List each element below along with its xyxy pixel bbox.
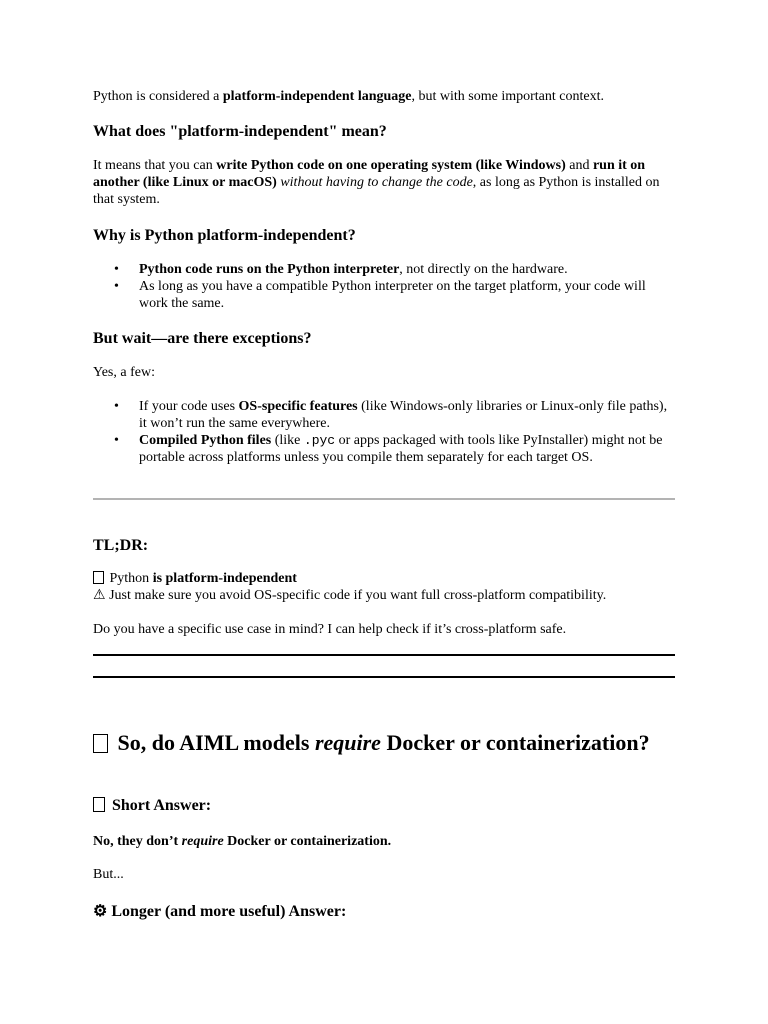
heading-aiml [93, 730, 675, 756]
divider [93, 654, 675, 656]
exc-item1-post: (like Windows-only libraries or Linux-only file paths), it won’t run the same everywhere. [139, 399, 668, 431]
short-answer-italic: require [181, 834, 224, 849]
short-answer-text: No, they don’t [93, 834, 182, 849]
missing-glyph-icon [93, 734, 108, 753]
tldr-line1-bold: is platform-independent [152, 571, 297, 586]
why-item1-bold: Python code runs on the Python interpreter [139, 262, 400, 277]
list-item [93, 261, 675, 278]
longer-answer-heading-text: Longer (and more useful) Answer: [107, 903, 347, 920]
aiml-heading-text-end: Docker or containerization? [380, 730, 650, 755]
intro-bold: platform-independent language [222, 89, 412, 104]
exc-item1-bold: OS-specific features [238, 399, 358, 414]
list-item [93, 398, 675, 432]
aiml-heading-italic: require [314, 730, 381, 755]
heading-why: Why is Python platform-independent? [93, 227, 356, 244]
followup-paragraph: Do you have a specific use case in mind? I can help check if it’s cross-platform safe. [93, 622, 567, 637]
heading-exceptions: But wait—are there exceptions? [93, 330, 312, 347]
divider [93, 498, 675, 500]
tldr-line2-text: Just make sure you avoid OS-specific code if you want full cross-platform compatibility. [105, 588, 607, 603]
exc-item2-post: or apps packaged with tools like PyInstaller) might not be portable across platforms unless you compile them separately for each target OS. [139, 433, 663, 465]
intro-text-end: , but with some important context. [411, 89, 604, 104]
tldr-line1-text: Python [109, 571, 153, 586]
aiml-heading-text: So, do AIML models [117, 730, 315, 755]
exc-item2-bold: Compiled Python files [139, 433, 272, 448]
meaning-text-1: It means that you can [93, 158, 217, 173]
list-item [93, 278, 675, 312]
warning-icon: ⚠ [93, 588, 106, 603]
heading-short-answer [93, 796, 675, 815]
intro-paragraph [93, 88, 675, 105]
meaning-bold-2: run it on another (like Linux or macOS) [93, 158, 646, 190]
exceptions-list [93, 398, 675, 466]
heading-tldr: TL;DR: [93, 537, 149, 554]
tldr-paragraph [93, 570, 675, 604]
exc-item2-code: .pyc [303, 433, 336, 448]
why-item1-text: , not directly on the hardware. [399, 262, 568, 277]
short-answer-paragraph [93, 833, 675, 850]
heading-longer-answer [93, 902, 675, 921]
meaning-paragraph [93, 157, 675, 208]
missing-glyph-icon [93, 571, 104, 584]
meaning-italic: without having to change the code [280, 175, 473, 190]
short-answer-text-end: Docker or containerization. [223, 834, 392, 849]
gear-icon: ⚙ [93, 903, 108, 920]
short-answer-heading-text: Short Answer: [112, 797, 212, 814]
meaning-text-4: , as long as Python is installed on that system. [93, 175, 660, 207]
why-list [93, 261, 675, 312]
why-item2-text: As long as you have a compatible Python interpreter on the target platform, your code will work the same. [139, 279, 646, 311]
exc-item2-pre: (like [271, 433, 304, 448]
meaning-bold-1: write Python code on one operating system (like Windows) [216, 158, 566, 173]
list-item [93, 432, 675, 466]
yes-few-paragraph: Yes, a few: [93, 365, 155, 380]
divider [93, 676, 675, 678]
intro-text: Python is considered a [93, 89, 223, 104]
exc-item1-pre: If your code uses [139, 399, 239, 414]
meaning-text-2: and [565, 158, 593, 173]
but-paragraph: But... [93, 867, 124, 882]
heading-meaning: What does "platform-independent" mean? [93, 123, 387, 140]
missing-glyph-icon [93, 797, 105, 812]
